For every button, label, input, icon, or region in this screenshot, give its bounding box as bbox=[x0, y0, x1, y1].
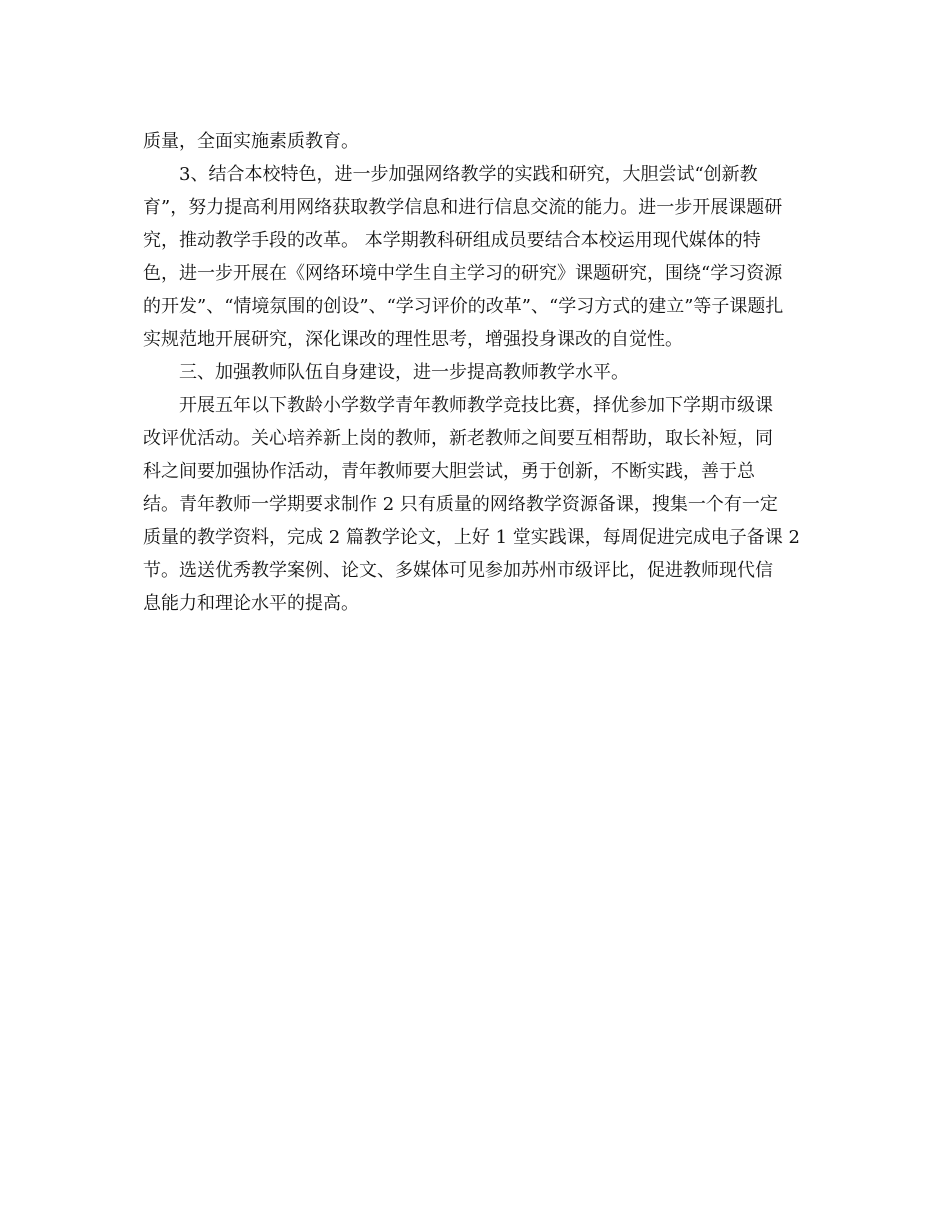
text-line-12: 结。青年教师一学期要求制作 2 只有质量的网络教学资源备课，搜集一个有一定 bbox=[143, 494, 778, 515]
text-line-15: 息能力和理论水平的提高。 bbox=[143, 593, 359, 614]
text-line-11: 科之间要加强协作活动，青年教师要大胆尝试，勇于创新，不断实践，善于总 bbox=[143, 461, 755, 482]
text-line-4: 究，推动教学手段的改革。 本学期教科研组成员要结合本校运用现代媒体的特 bbox=[143, 230, 761, 251]
text-line-10: 改评优活动。关心培养新上岗的教师，新老教师之间要互相帮助，取长补短，同 bbox=[143, 428, 773, 449]
text-line-2: 3、结合本校特色，进一步加强网络教学的实践和研究，大胆尝试“创新教 bbox=[179, 164, 758, 185]
text-line-7: 实规范地开展研究，深化课改的理性思考，增强投身课改的自觉性。 bbox=[143, 329, 683, 350]
text-line-5: 色，进一步开展在《网络环境中学生自主学习的研究》课题研究，围绕“学习资源 bbox=[143, 263, 783, 284]
text-line-1: 质量，全面实施素质教育。 bbox=[143, 131, 359, 152]
section-heading-3: 三、加强教师队伍自身建设，进一步提高教师教学水平。 bbox=[179, 362, 629, 383]
text-line-13: 质量的教学资料，完成 2 篇教学论文，上好 1 堂实践课，每周促进完成电子备课 2 bbox=[143, 527, 800, 548]
text-line-14: 节。选送优秀教学案例、论文、多媒体可见参加苏州市级评比，促进教师现代信 bbox=[143, 560, 773, 581]
document-body bbox=[143, 125, 805, 620]
text-line-9: 开展五年以下教龄小学数学青年教师教学竞技比赛，择优参加下学期市级课 bbox=[179, 395, 773, 416]
text-line-3: 育”，努力提高利用网络获取教学信息和进行信息交流的能力。进一步开展课题研 bbox=[143, 197, 783, 218]
text-line-6: 的开发”、“情境氛围的创设”、“学习评价的改革”、“学习方式的建立”等子课题扎 bbox=[143, 296, 784, 317]
